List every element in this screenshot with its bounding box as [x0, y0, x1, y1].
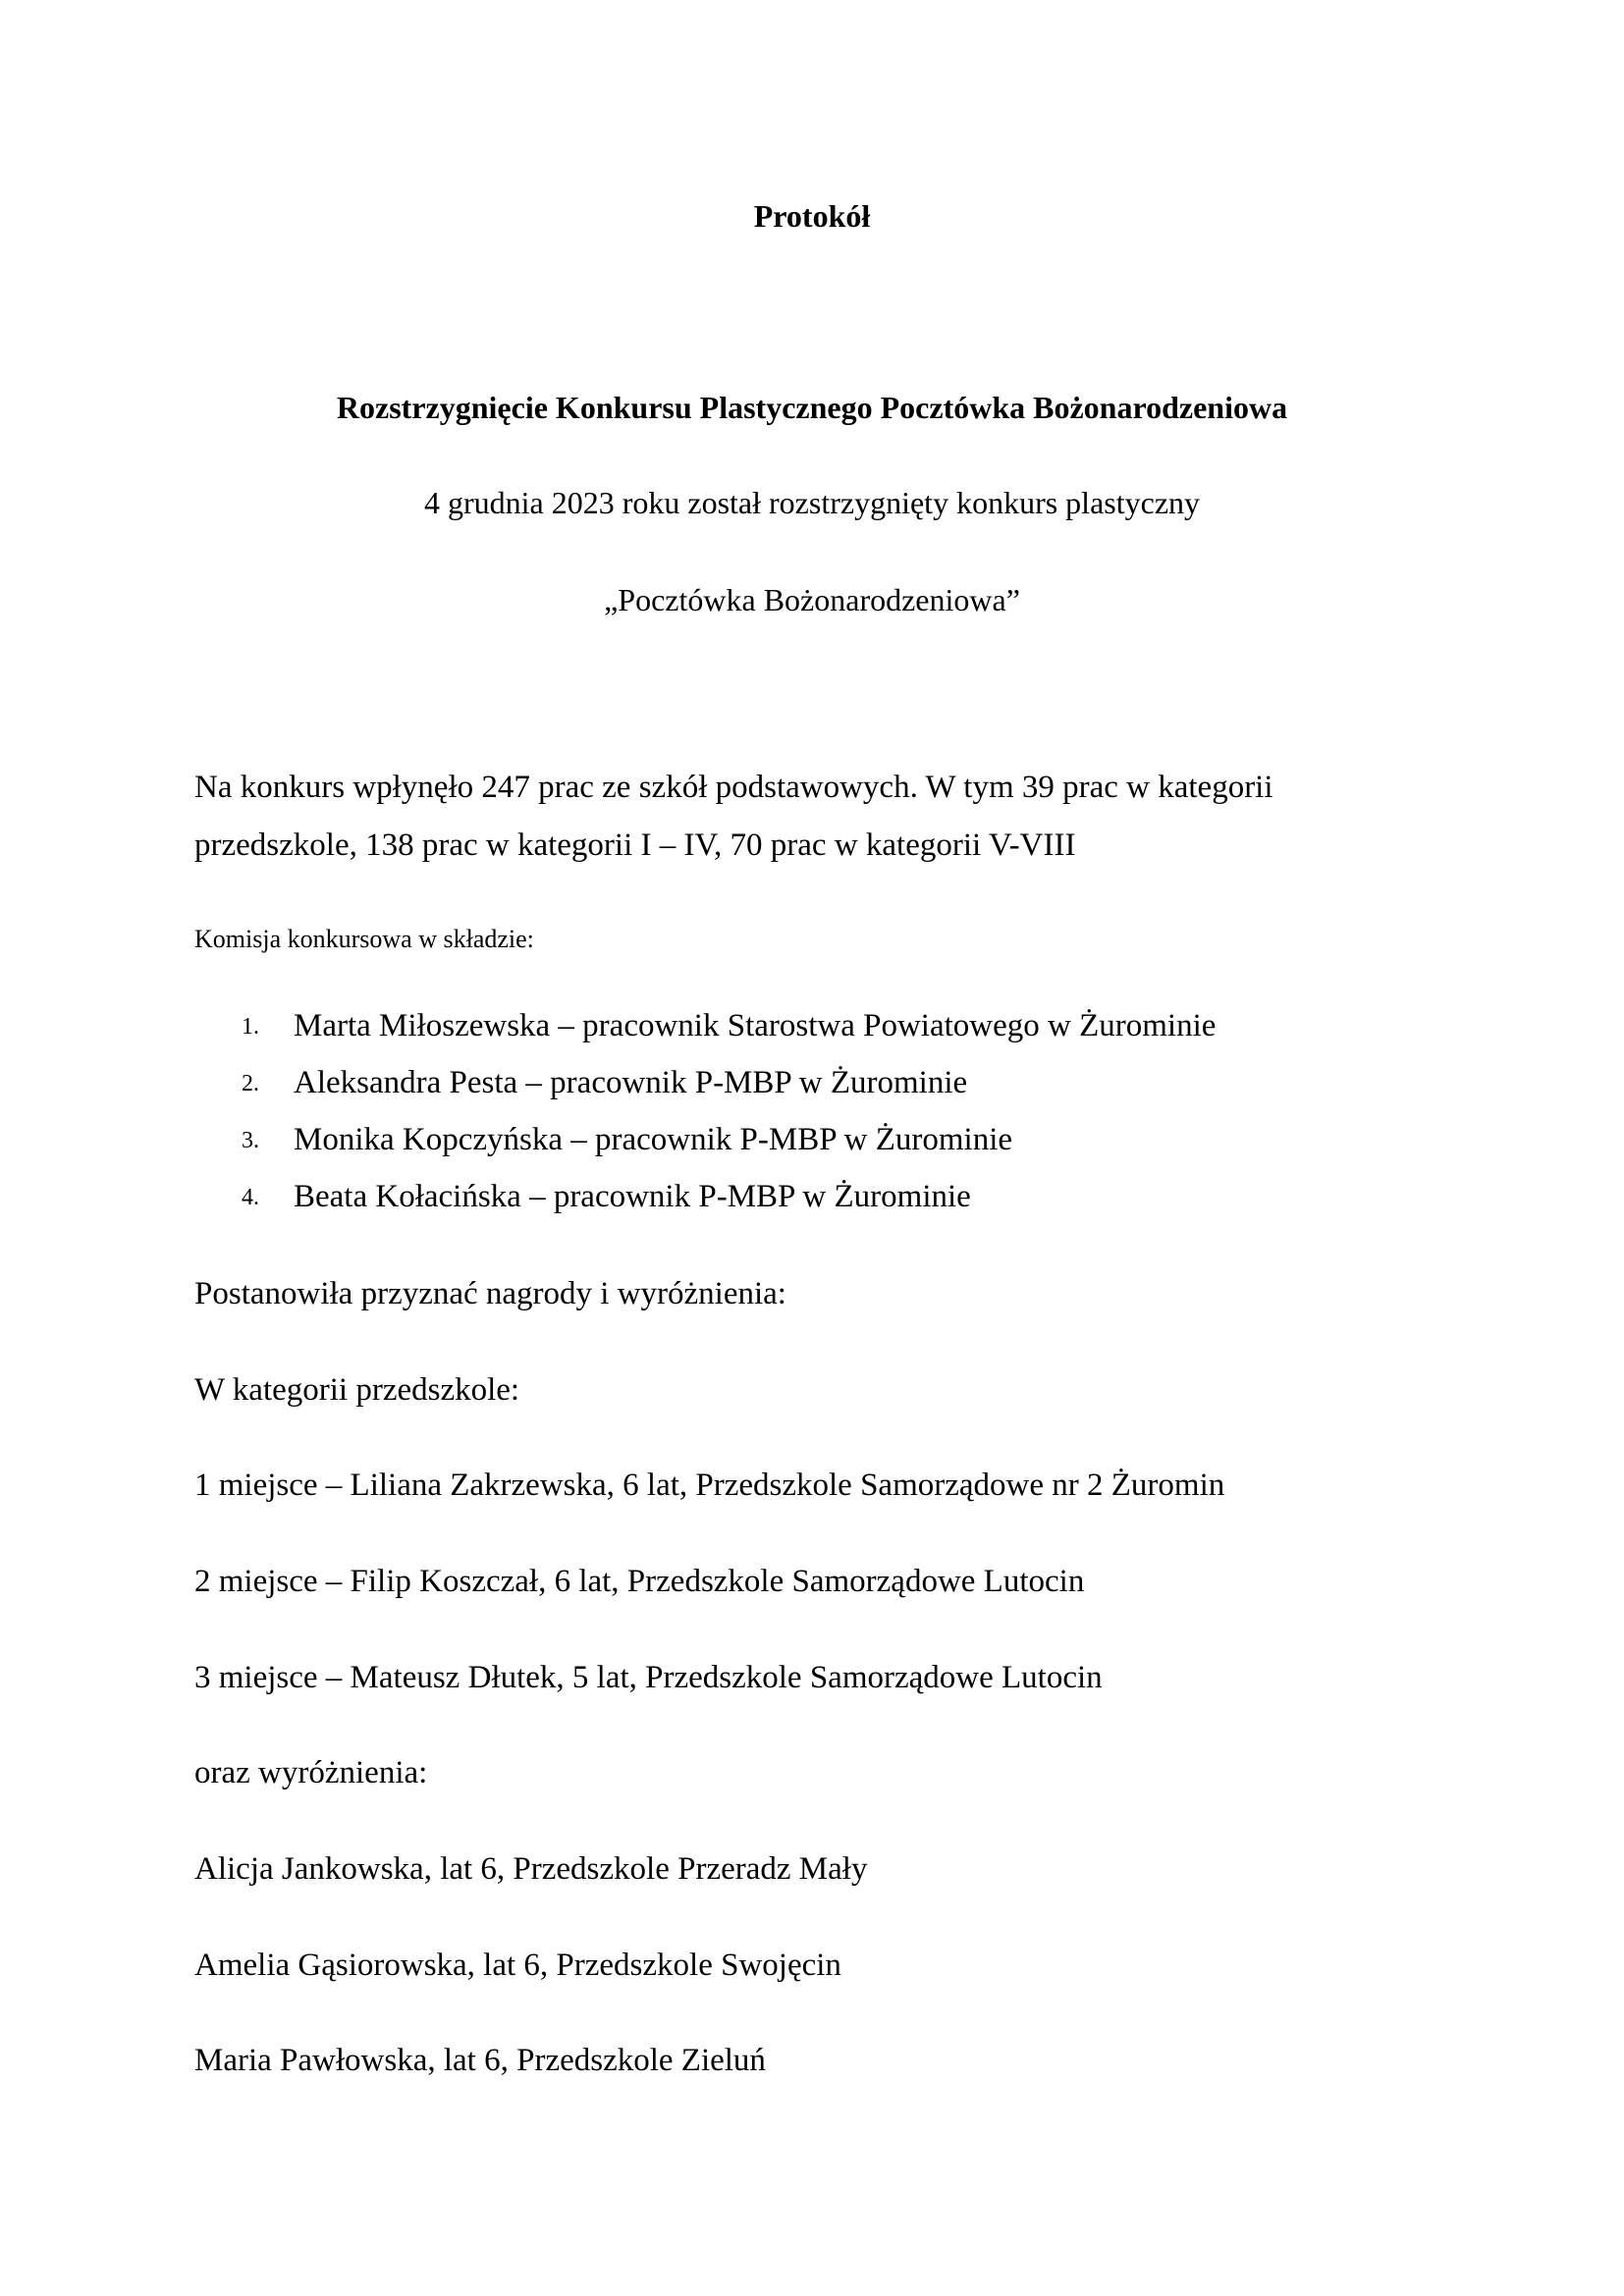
- place-2: 2 miejsce – Filip Koszczał, 6 lat, Przedszkole Samorządowe Lutocin: [194, 1564, 1085, 1599]
- category-label: W kategorii przedszkole:: [194, 1372, 520, 1408]
- list-item-number: 2.: [242, 1071, 259, 1096]
- list-item-number: 4.: [242, 1185, 259, 1210]
- intro-line-2: „Pocztówka Bożonarodzeniowa”: [604, 582, 1020, 617]
- document-title: Protokół: [753, 198, 871, 234]
- decision-text: Postanowiła przyznać nagrody i wyróżnienia:: [194, 1276, 786, 1311]
- list-item-number: 1.: [242, 1014, 259, 1040]
- list-item-text: Beata Kołacińska – pracownik P-MBP w Żurominie: [294, 1179, 971, 1214]
- place-3: 3 miejsce – Mateusz Dłutek, 5 lat, Przedszkole Samorządowe Lutocin: [194, 1660, 1103, 1695]
- summary-line-2: przedszkole, 138 prac w kategorii I – IV, 70 prac w kategorii V-VIII: [194, 828, 1076, 863]
- list-item-text: Aleksandra Pesta – pracownik P-MBP w Żurominie: [294, 1065, 968, 1100]
- document-heading: Rozstrzygnięcie Konkursu Plastycznego Pocztówka Bożonarodzeniowa: [336, 390, 1288, 425]
- list-item-text: Marta Miłoszewska – pracownik Starostwa Powiatowego w Żurominie: [294, 1008, 1217, 1043]
- distinction-2: Amelia Gąsiorowska, lat 6, Przedszkole Swojęcin: [194, 1948, 841, 1983]
- place-1: 1 miejsce – Liliana Zakrzewska, 6 lat, Przedszkole Samorządowe nr 2 Żuromin: [194, 1468, 1225, 1503]
- summary-line-1: Na konkurs wpłynęło 247 prac ze szkół podstawowych. W tym 39 prac w kategorii: [194, 770, 1273, 805]
- list-item-number: 3.: [242, 1128, 259, 1153]
- list-item-text: Monika Kopczyńska – pracownik P-MBP w Żurominie: [294, 1122, 1013, 1157]
- intro-line-1: 4 grudnia 2023 roku został rozstrzygnięty konkurs plastyczny: [423, 485, 1201, 520]
- distinction-1: Alicja Jankowska, lat 6, Przedszkole Przeradz Mały: [194, 1851, 868, 1887]
- distinction-3: Maria Pawłowska, lat 6, Przedszkole Zieluń: [194, 2043, 766, 2078]
- distinctions-label: oraz wyróżnienia:: [194, 1755, 428, 1790]
- committee-label: Komisja konkursowa w składzie:: [194, 925, 534, 953]
